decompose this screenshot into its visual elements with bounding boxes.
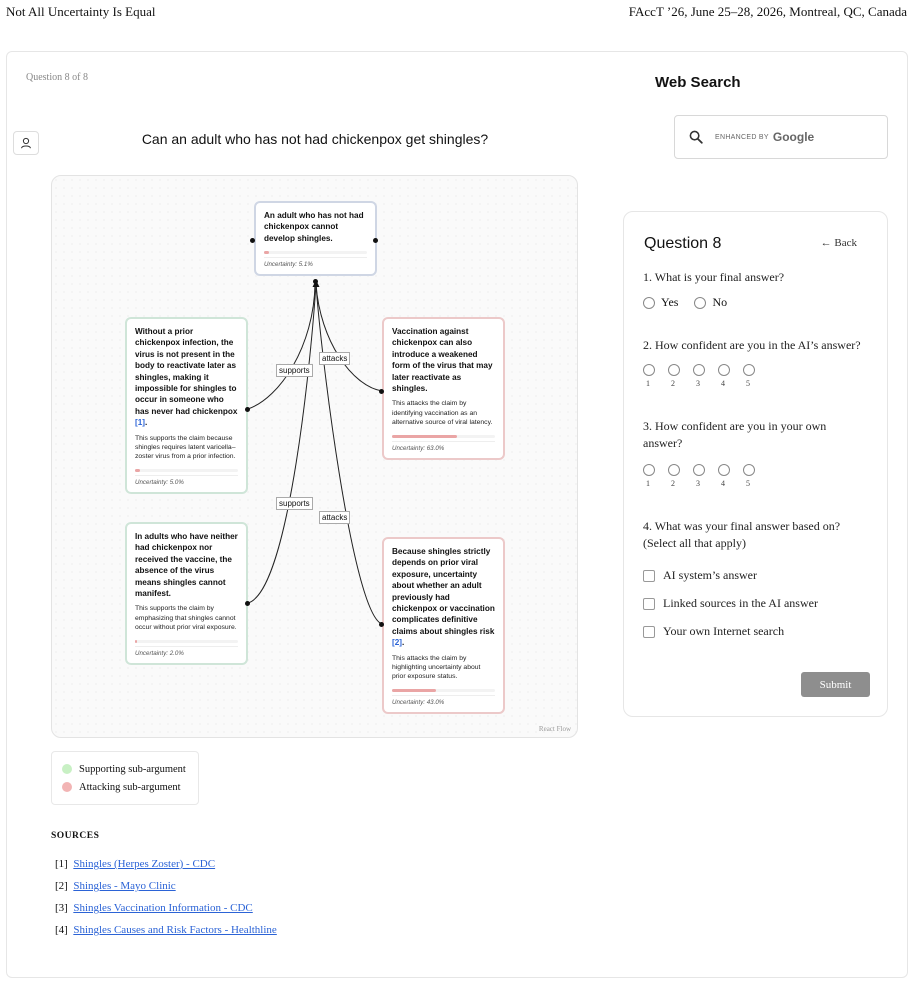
question-2: 2. How confident are you in the AI’s answer? — [643, 338, 861, 352]
question-counter: Question 8 of 8 — [26, 72, 88, 83]
argument-explanation: This attacks the claim by highlighting uncertainty about prior exposure status. — [392, 654, 481, 681]
source-link[interactable]: Shingles Causes and Risk Factors - Healthline — [73, 924, 277, 936]
q2-radio[interactable] — [643, 364, 655, 376]
uncertainty-fill — [392, 689, 436, 692]
q3-radio[interactable] — [643, 464, 655, 476]
edge-label-supports: supports — [276, 364, 313, 377]
user-button[interactable] — [13, 131, 39, 155]
question-3: 3. How confident are you in your own answer? — [643, 419, 827, 450]
argument-graph[interactable] — [51, 175, 578, 738]
argument-node-supports-2[interactable] — [125, 522, 248, 665]
q3-radio[interactable] — [693, 464, 705, 476]
argument-explanation: This supports the claim because shingles requires latent varicella–zoster virus from a prior infection. — [135, 434, 236, 461]
uncertainty-fill — [392, 435, 457, 438]
radio-no[interactable] — [694, 297, 706, 309]
root-claim-text: An adult who has not had chickenpox cannot develop shingles. — [264, 211, 364, 243]
node-handle[interactable] — [373, 238, 378, 243]
argument-explanation: This attacks the claim by identifying vaccination as an alternative source of viral latency. — [392, 400, 493, 427]
argument-claim: In adults who have neither had chickenpox nor received the vaccine, the absence of the virus means shingles cannot manifest. — [135, 532, 238, 599]
google-logo: Google — [772, 130, 815, 144]
legend-supporting: Supporting sub-argument — [79, 763, 186, 775]
q2-scale: 1 2 3 4 5 — [643, 364, 768, 388]
uncertainty-fill — [135, 640, 137, 643]
source-link[interactable]: Shingles Vaccination Information - CDC — [73, 902, 253, 914]
edge-support-1 — [248, 284, 315, 409]
edge-attack-1 — [316, 284, 382, 391]
uncertainty-label: Uncertainty: 5.0% — [135, 478, 184, 486]
q4-option-sources[interactable]: Linked sources in the AI answer — [643, 596, 818, 611]
search-icon — [689, 130, 703, 144]
question-panel — [623, 211, 888, 717]
enhanced-by-label: ENHANCED BY — [715, 133, 769, 141]
uncertainty-bar — [135, 640, 238, 643]
source-item: [4] Shingles Causes and Risk Factors - Healthline — [55, 924, 277, 936]
source-link[interactable]: Shingles - Mayo Clinic — [73, 880, 176, 892]
uncertainty-label: Uncertainty: 43.0% — [392, 698, 445, 706]
radio-yes[interactable] — [643, 297, 655, 309]
sources-title: SOURCES — [51, 831, 100, 841]
q2-radio[interactable] — [718, 364, 730, 376]
running-head-right: FAccT ’26, June 25–28, 2026, Montreal, QC, Canada — [628, 4, 907, 19]
edge-support-2 — [248, 284, 316, 603]
node-handle[interactable] — [250, 238, 255, 243]
edge-label-supports: supports — [276, 497, 313, 510]
citation-link[interactable]: [1] — [135, 418, 146, 428]
argument-claim: Because shingles strictly depends on prior viral exposure, uncertainty about whether an adult previously had chickenpox or vaccination complicates definitive claims about shingles risk [2]. — [392, 547, 495, 648]
q3-radio[interactable] — [718, 464, 730, 476]
node-handle[interactable] — [379, 622, 384, 627]
question-title: Can an adult who has not had chickenpox get shingles? — [141, 131, 489, 147]
legend — [51, 751, 199, 805]
edge-attack-2 — [316, 284, 382, 624]
source-item: [3] Shingles Vaccination Information - CDC — [55, 902, 253, 914]
q1-options — [643, 295, 727, 310]
checkbox[interactable] — [643, 598, 655, 610]
legend-attacking: Attacking sub-argument — [79, 781, 181, 793]
question-4: 4. What was your final answer based on? (Select all that apply) — [643, 519, 841, 550]
argument-claim: Vaccination against chickenpox can also introduce a weakened form of the virus that may later reactivate as shingles. — [392, 327, 493, 394]
uncertainty-label: Uncertainty: 63.0% — [392, 444, 445, 452]
react-flow-attribution[interactable]: React Flow — [538, 725, 571, 733]
user-icon — [20, 137, 32, 149]
node-handle[interactable] — [245, 601, 250, 606]
argument-explanation: This supports the claim by emphasizing that shingles cannot occur without prior viral exposure. — [135, 605, 237, 632]
running-head-left: Not All Uncertainty Is Equal — [6, 4, 156, 19]
edge-label-attacks: attacks — [319, 352, 350, 365]
uncertainty-bar — [392, 435, 495, 438]
q3-radio[interactable] — [743, 464, 755, 476]
uncertainty-fill — [135, 469, 140, 472]
edge-label-attacks: attacks — [319, 511, 350, 524]
checkbox[interactable] — [643, 570, 655, 582]
node-handle[interactable] — [245, 407, 250, 412]
q3-radio[interactable] — [668, 464, 680, 476]
supporting-dot-icon — [62, 764, 72, 774]
argument-node-attacks-2[interactable] — [382, 537, 505, 714]
web-search-input[interactable] — [674, 115, 888, 159]
radio-no-label: No — [712, 295, 728, 309]
web-search-title: Web Search — [655, 74, 741, 91]
sources-list — [55, 853, 277, 941]
back-button[interactable]: ← Back — [820, 237, 857, 249]
q2-radio[interactable] — [668, 364, 680, 376]
submit-button[interactable]: Submit — [801, 672, 870, 697]
q2-radio[interactable] — [743, 364, 755, 376]
uncertainty-bar — [392, 689, 495, 692]
source-link[interactable]: Shingles (Herpes Zoster) - CDC — [73, 858, 216, 870]
uncertainty-bar — [264, 251, 367, 254]
uncertainty-fill — [264, 251, 269, 254]
argument-node-supports-1[interactable] — [125, 317, 248, 494]
node-handle[interactable] — [379, 389, 384, 394]
source-item: [2] Shingles - Mayo Clinic — [55, 880, 176, 892]
uncertainty-bar — [135, 469, 238, 472]
q2-radio[interactable] — [693, 364, 705, 376]
q3-scale: 1 2 3 4 5 — [643, 464, 768, 488]
q4-option-search[interactable]: Your own Internet search — [643, 624, 784, 639]
q4-option-ai[interactable]: AI system’s answer — [643, 568, 757, 583]
argument-claim: Without a prior chickenpox infection, the virus is not present in the body to reactivate later as shingles, making it impossible for shingles to occur in someone who has never had chickenpox [1]. — [135, 327, 238, 428]
panel-title: Question 8 — [644, 235, 722, 252]
source-item: [1] Shingles (Herpes Zoster) - CDC — [55, 858, 216, 870]
question-1: 1. What is your final answer? — [643, 270, 785, 284]
checkbox[interactable] — [643, 626, 655, 638]
argument-node-attacks-1[interactable] — [382, 317, 505, 460]
node-handle[interactable] — [313, 279, 318, 284]
attacking-dot-icon — [62, 782, 72, 792]
radio-yes-label: Yes — [661, 295, 679, 309]
uncertainty-label: Uncertainty: 2.0% — [135, 649, 184, 657]
root-claim-node[interactable] — [254, 201, 377, 276]
uncertainty-label: Uncertainty: 5.1% — [264, 261, 313, 269]
citation-link[interactable]: [2] — [392, 638, 403, 648]
